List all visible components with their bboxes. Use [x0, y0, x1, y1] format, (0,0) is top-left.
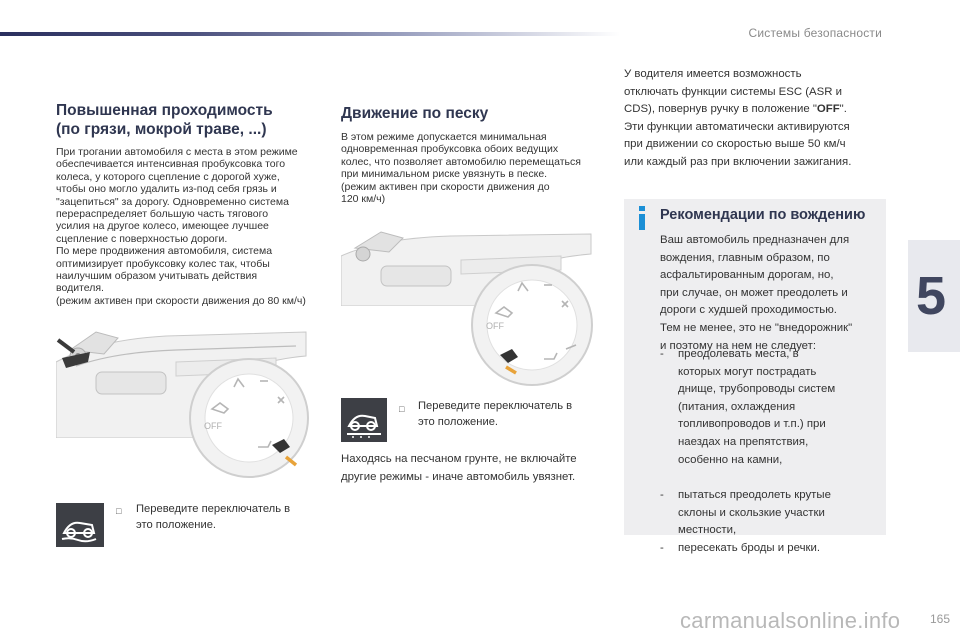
mode-dial-left [188, 357, 310, 479]
mode-dial-middle [470, 263, 594, 387]
left-body: При трогании автомобиля с места в этом режиме обеспечивается интенсивная пробуксовка того колеса, у которого сцепление с дорогой хуже, чтобы оно могло удалить из-под себя грязь и "зацепиться" за дорогу. Одновременно система перераспределяет большую часть тягового усилия на другое колесо, имеющее лучшее сцепление с поверхностью дороги. По мере продвижения автомобиля, система оптимизирует пробуксовку колес так, чтобы наилучшим образом учитывать действия водителя. (режим активен при скорости движения до 80 км/ч) [56, 146, 306, 307]
dial-off-label-left: OFF [204, 421, 222, 431]
recommendations-title: Рекомендации по вождению [660, 207, 866, 223]
header-bar [0, 32, 620, 36]
section-title: Системы безопасности [748, 26, 882, 40]
chapter-number: 5 [915, 266, 946, 326]
right-intro-part1: У водителя имеется возможность отключать функции системы ESC (ASR и CDS), повернув ручку в положение " [624, 68, 843, 116]
bullet-left: □ [116, 506, 122, 516]
list-text: пересекать броды и речки. [678, 542, 821, 554]
list-text: преодолевать места, в которых могут пострадать днище, трубопроводы систем (питания, охлаждения топливопроводов и т.п.) при наездах на препятствия, особенно на камни, [678, 348, 836, 466]
middle-warning: Находясь на песчаном грунте, не включайте другие режимы - иначе автомобиль увязнет. [341, 453, 577, 483]
watermark: carmanualsonline.info [680, 608, 901, 633]
right-intro [624, 66, 914, 172]
sand-mode-icon [341, 398, 387, 442]
list-text: пытаться преодолеть крутые склоны и скользкие участки местности, [678, 489, 831, 537]
recommendations-body: Ваш автомобиль предназначен для вождения, главным образом, по асфальтированным дорогам, но, при случае, он может преодолеть и дороги с худшей проходимостью. Тем не менее, это не "внедорожник" и поэтому на нем не следует: [660, 234, 853, 352]
left-title-line2: (по грязи, мокрой траве, ...) [56, 121, 267, 138]
left-title [56, 101, 273, 139]
middle-title: Движение по песку [341, 105, 489, 122]
right-intro-part2: ". Эти функции автоматически активируются при движении со скоростью выше 50 км/ч или каждый раз при включении зажигания. [624, 103, 852, 168]
left-title-line1: Повышенная проходимость [56, 102, 273, 119]
list-dash: - [660, 489, 664, 501]
mud-mode-icon [56, 503, 104, 547]
left-instruction: Переведите переключатель в это положение. [136, 503, 291, 531]
middle-instruction: Переведите переключатель в это положение. [418, 400, 573, 428]
list-dash: - [660, 348, 664, 360]
list-dash: - [660, 542, 664, 554]
middle-body: В этом режиме допускается минимальная одновременная пробуксовка обоих ведущих колес, что позволяет автомобилю перемещаться при минимальном риске увязнуть в песке. (режим активен при скорости движения до 120 км/ч) [341, 131, 581, 206]
page-number: 165 [929, 612, 950, 626]
right-intro-off: OFF [816, 103, 840, 116]
bullet-middle: □ [399, 404, 405, 414]
dial-off-label-middle: OFF [486, 321, 504, 331]
info-icon [636, 206, 648, 230]
